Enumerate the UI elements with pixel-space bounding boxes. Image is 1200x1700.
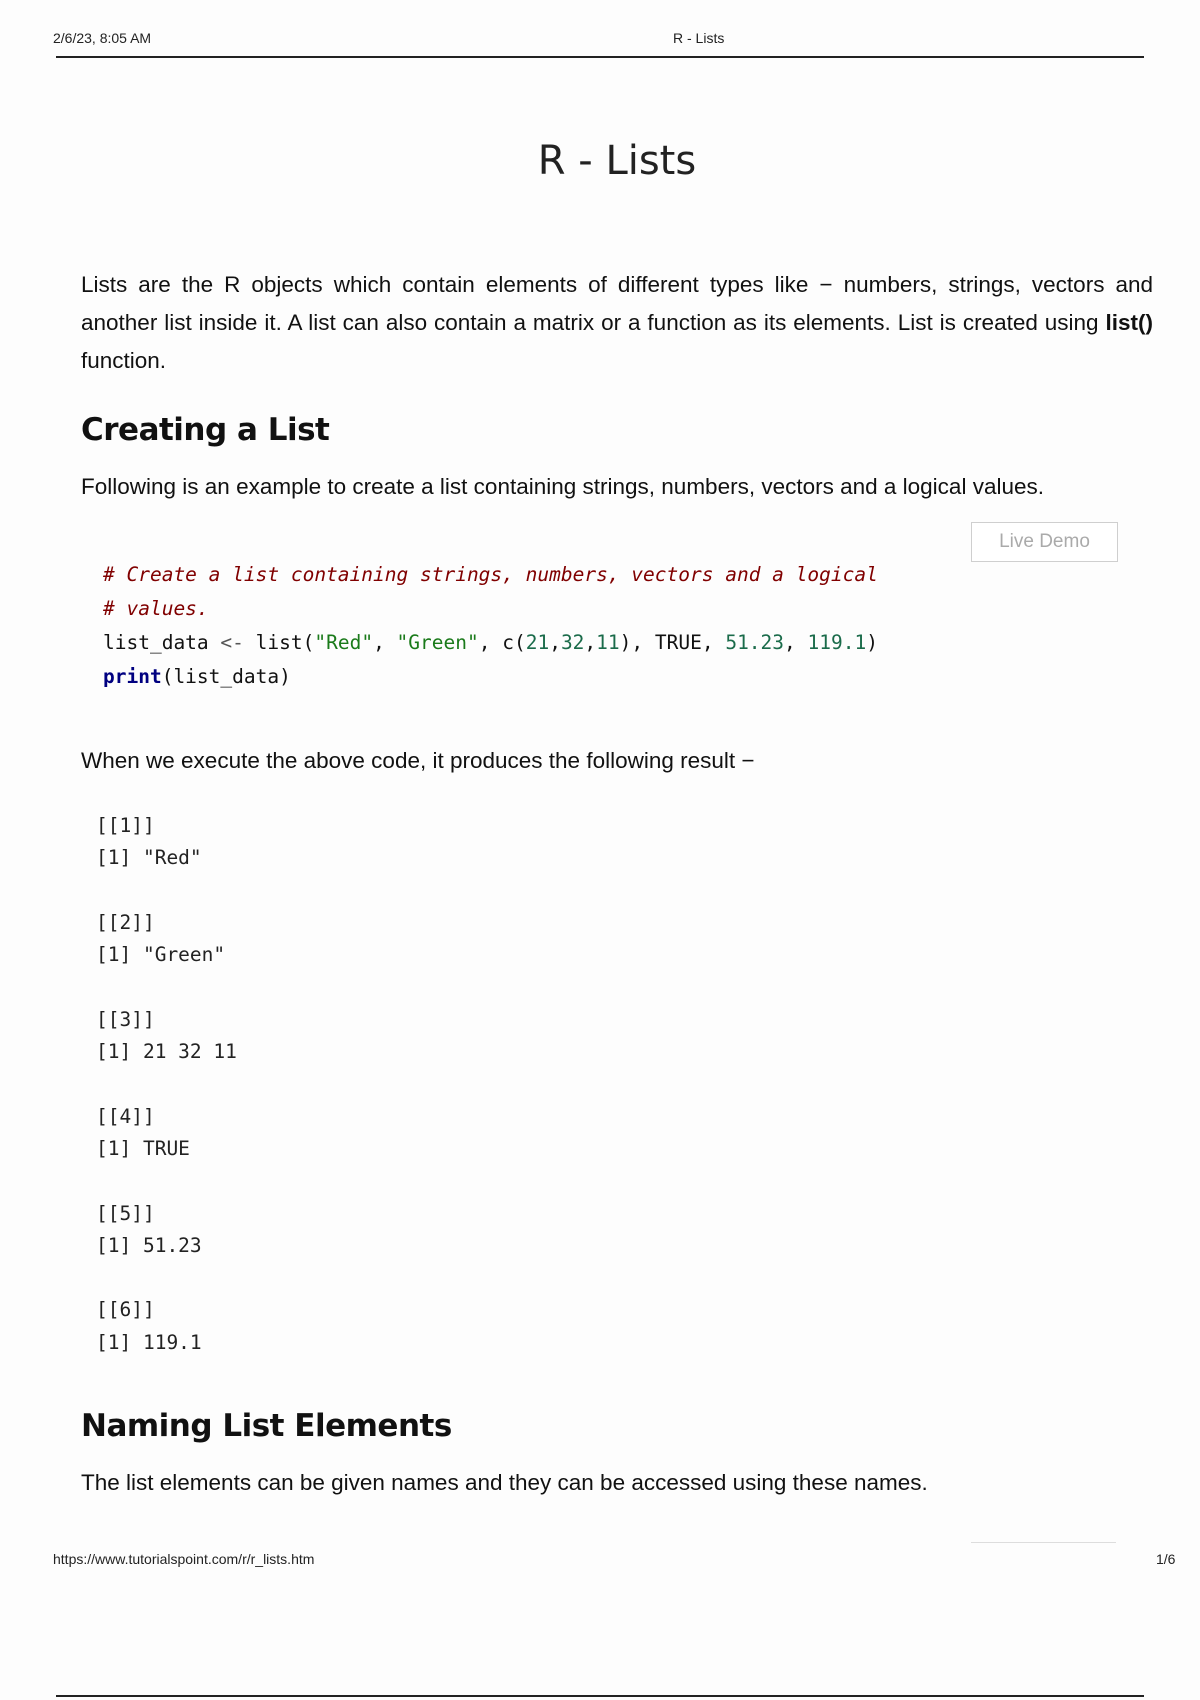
code-assign: <- (220, 631, 244, 654)
result-intro: When we execute the above code, it produces the following result − (81, 748, 755, 773)
section-text-creating-list: Following is an example to create a list containing strings, numbers, vectors and a logical values. (81, 474, 1044, 499)
code-number: 32 (560, 631, 585, 654)
section-heading-creating-list: Creating a List (81, 412, 330, 448)
intro-text-before: Lists are the R objects which contain elements of different types like − numbers, strings, vectors and another list inside it. A list can also contain a matrix or a function as its elements. List is created using (81, 272, 1153, 335)
print-footer-url: https://www.tutorialspoint.com/r/r_lists.htm (53, 1551, 315, 1567)
code-sep: , c( (478, 631, 526, 654)
intro-paragraph (81, 266, 1153, 380)
output-block: [[1]] [1] "Red" [[2]] [1] "Green" [[3]] [1] 21 32 11 [[4]] [1] TRUE [[5]] [1] 51.23 [[6]] [1] 119.1 (96, 814, 237, 1354)
print-header-date: 2/6/23, 8:05 AM (53, 30, 152, 46)
code-sep: , (784, 631, 808, 654)
code-string: "Red" (314, 631, 374, 654)
code-sep: ), TRUE, (619, 631, 726, 654)
code-sep: , (584, 631, 597, 654)
code-number: 51.23 (725, 631, 785, 654)
page-title: R - Lists (537, 138, 697, 184)
section-text-naming-elements: The list elements can be given names and they can be accessed using these names. (81, 1470, 928, 1495)
code-keyword: print (103, 665, 162, 688)
code-sep: , (549, 631, 561, 654)
code-args: (list_data) (161, 665, 291, 688)
section-heading-naming-elements: Naming List Elements (81, 1408, 452, 1444)
code-var: list_data (103, 631, 209, 654)
header-divider (56, 56, 1144, 58)
live-demo-button[interactable]: Live Demo (971, 522, 1118, 562)
footer-divider (971, 1542, 1116, 1543)
code-sep: ) (866, 631, 878, 654)
bottom-divider (56, 1695, 1144, 1697)
code-block (103, 558, 878, 694)
code-string: "Green" (396, 631, 479, 654)
print-header-title: R - Lists (673, 30, 725, 46)
code-comment: # Create a list containing strings, numbers, vectors and a logical (103, 563, 878, 586)
print-footer-page-number: 1/6 (1156, 1551, 1176, 1567)
intro-function-name: list() (1105, 310, 1153, 335)
code-sep: , (373, 631, 397, 654)
code-number: 119.1 (807, 631, 867, 654)
code-number: 21 (525, 631, 550, 654)
code-func: list( (255, 631, 315, 654)
code-comment: # values. (103, 597, 209, 620)
intro-text-after: function. (81, 348, 167, 373)
code-number: 11 (596, 631, 620, 654)
